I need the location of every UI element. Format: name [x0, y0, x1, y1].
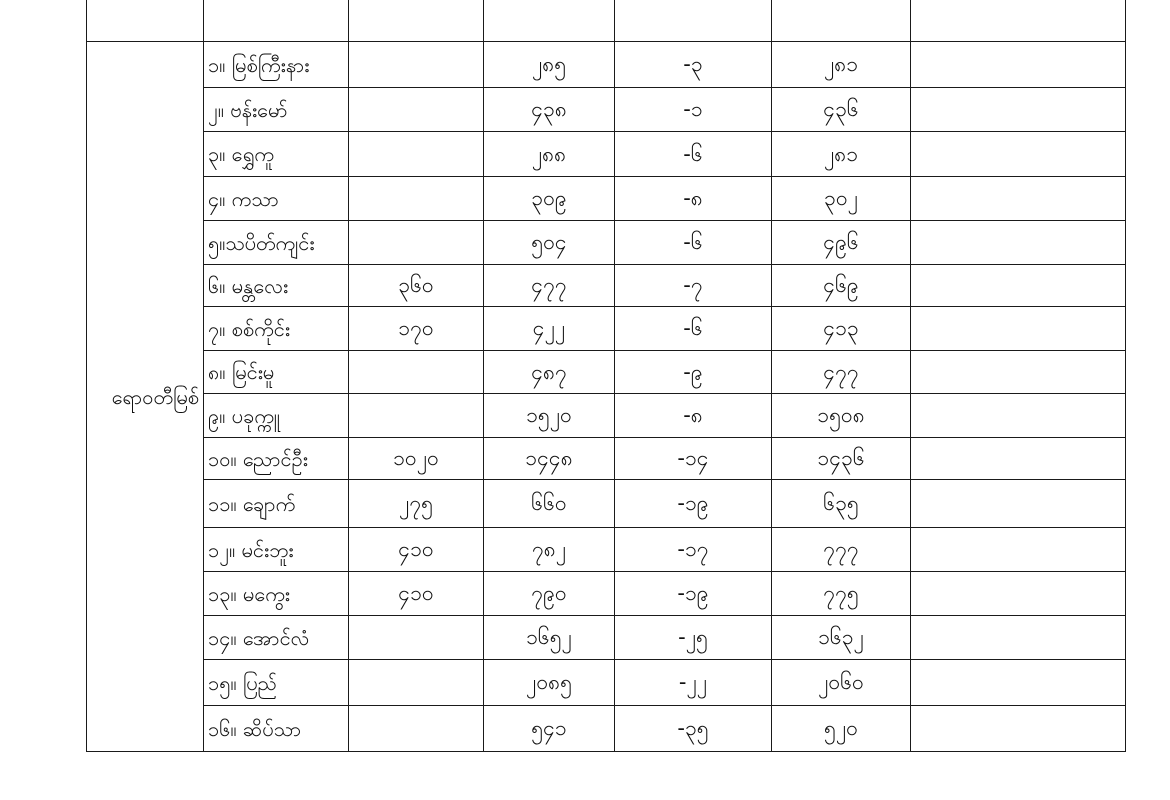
data-table [86, 0, 1126, 752]
value-cell-4: ၄၁၃ [772, 307, 911, 351]
empty-cell [911, 660, 1126, 706]
township-cell: ၅။သပိတ်ကျင်း [204, 221, 349, 265]
value-cell-4: ၇၇၅ [772, 572, 911, 616]
value-cell-4: ၄၇၇ [772, 351, 911, 394]
value-cell-2: ၄၂၂ [484, 307, 615, 351]
table-row [87, 660, 1126, 706]
empty-cell [911, 88, 1126, 132]
value-cell-2: ၂၈၅ [484, 42, 615, 88]
value-cell-2: ၆၆၀ [484, 480, 615, 528]
header-cell [911, 0, 1126, 42]
value-cell-2: ၁၄၄၈ [484, 438, 615, 480]
value-cell-1: ၂၇၅ [349, 480, 484, 528]
empty-cell [911, 480, 1126, 528]
value-cell-1 [349, 221, 484, 265]
township-cell: ၈။ မြင်းမူ [204, 351, 349, 394]
empty-cell [911, 265, 1126, 307]
township-cell: ၆။ မန္တလေး [204, 265, 349, 307]
change-cell: -၁၇ [615, 528, 772, 572]
table-row [87, 265, 1126, 307]
value-cell-2: ၄၈၇ [484, 351, 615, 394]
value-cell-1 [349, 132, 484, 177]
value-cell-1 [349, 616, 484, 660]
township-cell: ၁၆။ ဆိပ်သာ [204, 706, 349, 752]
value-cell-1 [349, 660, 484, 706]
township-cell: ၄။ ကသာ [204, 177, 349, 221]
value-cell-2: ၁၆၅၂ [484, 616, 615, 660]
value-cell-1 [349, 88, 484, 132]
township-cell: ၁၂။ မင်းဘူး [204, 528, 349, 572]
change-cell: -၈ [615, 177, 772, 221]
header-cell [615, 0, 772, 42]
value-cell-2: ၅၄၁ [484, 706, 615, 752]
value-cell-2: ၅၀၄ [484, 221, 615, 265]
township-cell: ၁၅။ ပြည် [204, 660, 349, 706]
header-cell [349, 0, 484, 42]
value-cell-4: ၄၉၆ [772, 221, 911, 265]
value-cell-2: ၄၇၇ [484, 265, 615, 307]
value-cell-4: ၁၅၀၈ [772, 394, 911, 438]
change-cell: -၆ [615, 307, 772, 351]
value-cell-1 [349, 394, 484, 438]
change-cell: -၈ [615, 394, 772, 438]
empty-cell [911, 221, 1126, 265]
township-cell: ၁၃။ မကွေး [204, 572, 349, 616]
table-row [87, 42, 1126, 88]
value-cell-4: ၂၈၁ [772, 42, 911, 88]
value-cell-4: ၄၃၆ [772, 88, 911, 132]
value-cell-1: ၄၁၀ [349, 572, 484, 616]
table-row [87, 394, 1126, 438]
empty-cell [911, 572, 1126, 616]
empty-cell [911, 177, 1126, 221]
value-cell-2: ၂၀၈၅ [484, 660, 615, 706]
empty-cell [911, 394, 1126, 438]
value-cell-1 [349, 706, 484, 752]
table-row [87, 480, 1126, 528]
value-cell-2: ၁၅၂၀ [484, 394, 615, 438]
township-cell: ၁၀။ ညောင်ဦး [204, 438, 349, 480]
value-cell-4: ၂၈၁ [772, 132, 911, 177]
change-cell: -၆ [615, 132, 772, 177]
change-cell: -၉ [615, 351, 772, 394]
empty-cell [911, 616, 1126, 660]
value-cell-4: ၄၆၉ [772, 265, 911, 307]
value-cell-1 [349, 177, 484, 221]
value-cell-4: ၃၀၂ [772, 177, 911, 221]
change-cell: -၁၄ [615, 438, 772, 480]
table-row [87, 572, 1126, 616]
change-cell: -၂၂ [615, 660, 772, 706]
value-cell-2: ၇၉၀ [484, 572, 615, 616]
table-row [87, 88, 1126, 132]
value-cell-4: ၁၆၃၂ [772, 616, 911, 660]
empty-cell [911, 307, 1126, 351]
empty-cell [911, 438, 1126, 480]
table-row [87, 177, 1126, 221]
value-cell-4: ၂၀၆၀ [772, 660, 911, 706]
table-row [87, 616, 1126, 660]
value-cell-4: ၁၄၃၆ [772, 438, 911, 480]
region-label: ရောဝတီမြစ် [87, 42, 204, 752]
value-cell-4: ၆၃၅ [772, 480, 911, 528]
change-cell: -၁ [615, 88, 772, 132]
table-row [87, 706, 1126, 752]
empty-cell [911, 351, 1126, 394]
empty-cell [911, 706, 1126, 752]
value-cell-2: ၂၈၈ [484, 132, 615, 177]
change-cell: -၇ [615, 265, 772, 307]
value-cell-2: ၇၈၂ [484, 528, 615, 572]
township-cell: ၃။ ရွှေကူ [204, 132, 349, 177]
value-cell-2: ၃၀၉ [484, 177, 615, 221]
value-cell-1: ၁၀၂၀ [349, 438, 484, 480]
township-cell: ၁၄။ အောင်လံ [204, 616, 349, 660]
empty-cell [911, 42, 1126, 88]
value-cell-2: ၄၃၈ [484, 88, 615, 132]
header-cell [204, 0, 349, 42]
township-cell: ၁။ မြစ်ကြီးနား [204, 42, 349, 88]
table-row [87, 221, 1126, 265]
change-cell: -၃၅ [615, 706, 772, 752]
change-cell: -၆ [615, 221, 772, 265]
table-row [87, 132, 1126, 177]
value-cell-4: ၇၇၇ [772, 528, 911, 572]
table-row [87, 438, 1126, 480]
header-cell [87, 0, 204, 42]
change-cell: -၁၉ [615, 480, 772, 528]
header-cell [772, 0, 911, 42]
table-row [87, 351, 1126, 394]
township-cell: ၁၁။ ချောက် [204, 480, 349, 528]
header-cell [484, 0, 615, 42]
header-row [87, 0, 1126, 42]
empty-cell [911, 528, 1126, 572]
value-cell-1: ၁၇၀ [349, 307, 484, 351]
table-row [87, 307, 1126, 351]
value-cell-1 [349, 42, 484, 88]
township-cell: ၇။ စစ်ကိုင်း [204, 307, 349, 351]
value-cell-1: ၄၁၀ [349, 528, 484, 572]
value-cell-1: ၃၆၀ [349, 265, 484, 307]
value-cell-1 [349, 351, 484, 394]
table-row [87, 528, 1126, 572]
township-cell: ၉။ ပခုက္ကူ [204, 394, 349, 438]
township-cell: ၂။ ဗန်းမော် [204, 88, 349, 132]
change-cell: -၃ [615, 42, 772, 88]
change-cell: -၂၅ [615, 616, 772, 660]
value-cell-4: ၅၂၀ [772, 706, 911, 752]
change-cell: -၁၉ [615, 572, 772, 616]
empty-cell [911, 132, 1126, 177]
